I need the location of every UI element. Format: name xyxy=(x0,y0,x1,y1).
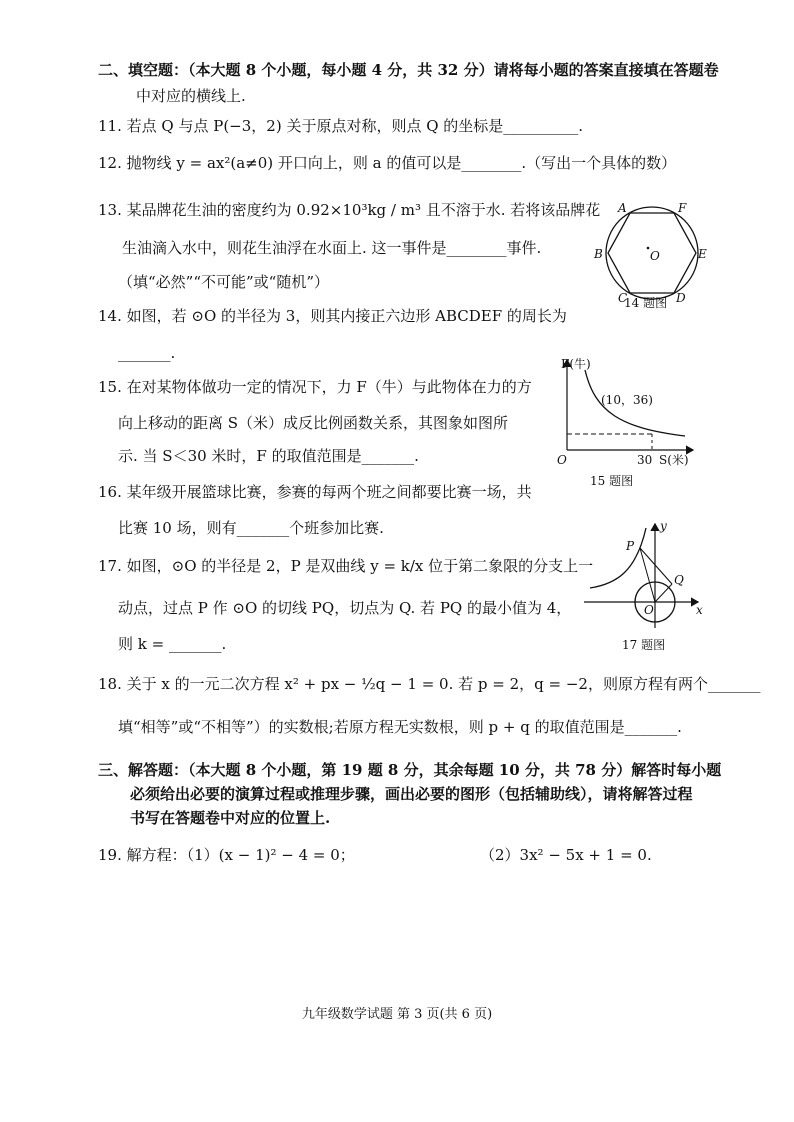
question-14-line2: _______. xyxy=(118,344,176,362)
fig15-point-label: (10，36) xyxy=(601,393,653,407)
question-17-line3: 则 k = _______. xyxy=(118,635,227,653)
question-13-line3: （填“必然”“不可能”或“随机”） xyxy=(118,273,330,291)
question-18-line1: 18. 关于 x 的一元二次方程 x² + px − ½q − 1 = 0. 若 p = 2，q = −2，则原方程有两个_______ xyxy=(98,675,761,693)
figure-15-caption: 15 题图 xyxy=(590,474,634,488)
section3-line2: 必须给出必要的演算过程或推理步骤，画出必要的图形（包括辅助线），请将解答过程 xyxy=(130,785,693,803)
question-16-line1: 16. 某年级开展篮球比赛，参赛的每两个班之间都要比赛一场，共 xyxy=(98,483,532,501)
question-19-part2: （2）3x² − 5x + 1 = 0. xyxy=(480,846,652,864)
fig17-label-x: x xyxy=(696,603,703,617)
question-11: 11. 若点 Q 与点 P(−3，2) 关于原点对称，则点 Q 的坐标是__________. xyxy=(98,117,584,135)
section3-line1: 三、解答题：（本大题 8 个小题，第 19 题 8 分，其余每题 10 分，共 78 分）解答时每小题 xyxy=(98,761,722,779)
fig14-label-b: B xyxy=(594,247,603,261)
question-13-line2: 生油滴入水中，则花生油浮在水面上. 这一事件是________事件. xyxy=(122,239,542,257)
fig14-label-a: A xyxy=(618,201,627,215)
question-15-line1: 15. 在对某物体做功一定的情况下，力 F（牛）与此物体在力的方 xyxy=(98,378,532,396)
figure-14-caption: 14 题图 xyxy=(624,296,668,310)
question-19-part1: 19. 解方程：（1）(x − 1)² − 4 = 0； xyxy=(98,846,355,864)
fig14-label-f: F xyxy=(678,201,687,215)
fig14-label-o: O xyxy=(650,249,660,263)
fig15-origin: O xyxy=(557,453,567,467)
fig17-hyperbola-branch xyxy=(590,528,646,588)
fig14-label-e: E xyxy=(698,247,707,261)
fig14-label-d: D xyxy=(676,291,686,305)
question-13-line1: 13. 某品牌花生油的密度约为 0.92×10³kg / m³ 且不溶于水. 若将该品牌花 xyxy=(98,201,601,219)
fig17-label-p: P xyxy=(626,539,635,553)
question-18-line2: 填“相等”或“不相等”）的实数根;若原方程无实数根，则 p + q 的取值范围是_______. xyxy=(118,718,682,736)
question-14-line1: 14. 如图，若 ⊙O 的半径为 3，则其内接正六边形 ABCDEF 的周长为 xyxy=(98,307,567,325)
figure-17-caption: 17 题图 xyxy=(622,638,666,652)
question-17-line1: 17. 如图，⊙O 的半径是 2，P 是双曲线 y = k/x 位于第二象限的分支上一 xyxy=(98,557,594,575)
section2-heading-cont: 中对应的横线上. xyxy=(136,87,246,105)
figure-17-diagram xyxy=(582,518,707,630)
page-footer: 九年级数学试题 第 3 页(共 6 页) xyxy=(301,1007,493,1022)
fig14-label-c: C xyxy=(618,291,628,305)
fig17-label-y: y xyxy=(660,519,667,533)
figure-14-hexagon xyxy=(590,198,710,308)
section3-line3: 书写在答题卷中对应的位置上. xyxy=(130,809,331,827)
fig17-label-o: O xyxy=(644,603,654,617)
question-17-line2: 动点，过点 P 作 ⊙O 的切线 PQ，切点为 Q. 若 PQ 的最小值为 4， xyxy=(118,599,572,617)
question-15-line3: 示. 当 S＜30 米时，F 的取值范围是_______. xyxy=(118,447,419,465)
fig15-y-label: F(牛) xyxy=(561,357,591,371)
fig15-x-tick: 30 xyxy=(637,453,653,467)
question-12: 12. 抛物线 y = ax²(a≠0) 开口向上，则 a 的值可以是________.（写出一个具体的数） xyxy=(98,154,677,172)
section2-heading: 二、填空题：（本大题 8 个小题，每小题 4 分，共 32 分）请将每小题的答案直接填在答题卷 xyxy=(98,61,719,79)
fig17-label-q: Q xyxy=(674,573,684,587)
figure-15-graph xyxy=(555,354,705,469)
fig15-x-label: S(米) xyxy=(659,453,689,467)
question-16-line2: 比赛 10 场，则有_______个班参加比赛. xyxy=(118,519,384,537)
question-15-line2: 向上移动的距离 S（米）成反比例函数关系，其图象如图所 xyxy=(118,414,509,432)
